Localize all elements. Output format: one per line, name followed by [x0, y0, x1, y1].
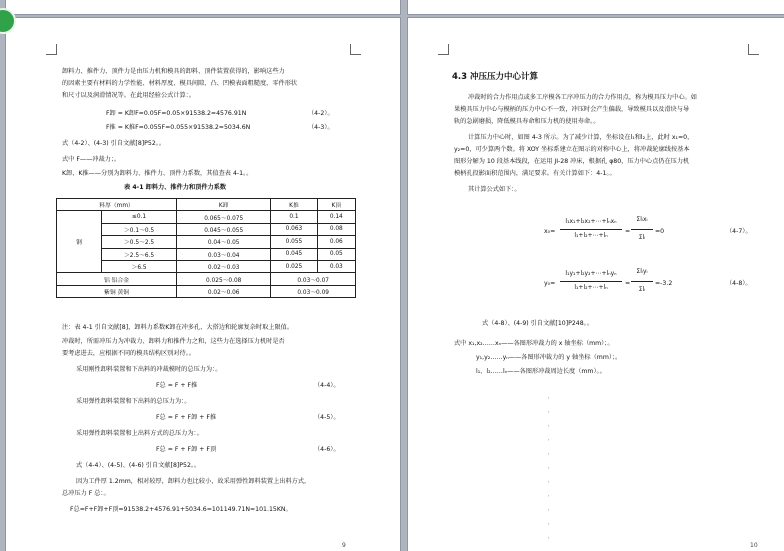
table-cell: 紫铜 黄铜 [57, 285, 177, 297]
empty-paragraph-marks: , , , , , , , , , , , [548, 394, 550, 540]
table-cell: 0.05 [317, 248, 355, 260]
page-9 [6, 18, 400, 551]
table-cell: ≤0.1 [102, 211, 177, 223]
table-cell: 0.045 [271, 248, 317, 260]
x0-sum-numerator: Σlᵢxᵢ [636, 216, 648, 223]
table-cell: 0.04～0.05 [177, 236, 271, 248]
y0-lhs: y₀= [544, 280, 556, 287]
fraction-bar [631, 281, 653, 282]
equation-number: （4-5）。 [314, 414, 340, 421]
calc-label: 其计算公式如下：。 [468, 186, 521, 193]
paragraph-line: 冲裁时的合力作用点或多工序模各工序冲压力的合力作用点，称为模具压力中心。如 [468, 94, 697, 101]
prev-page-tab-right [408, 0, 784, 14]
fraction-bar [631, 229, 653, 230]
statement-line: 采用弹性卸料装置和上出料方式的总压力为：。 [76, 430, 203, 437]
statement-line: 采用刚性卸料装置和下出料的冲裁模时的总压力为：。 [76, 366, 222, 373]
y0-numerator: l₁y₁+l₂y₂+⋯+lₙyₙ [565, 270, 617, 277]
table-cell: 0.14 [317, 211, 355, 223]
paragraph-line: 图形分解为 10 段基本线段，在运用 JI-28 冲床，根据孔 φ80，压力中心点仍在压力机 [454, 158, 690, 165]
reference-line: 式（4-4）、(4-5)、(4-6) 引自文献[8]P52。。 [76, 462, 201, 469]
where-line: K卸、K推——分别为卸料力、推件力、顶件力系数，其值查表 4-1。。 [62, 170, 253, 177]
fraction-bar [560, 281, 622, 282]
table-cell: ＞2.5～6.5 [102, 248, 177, 260]
equation-4-3: F推 = K推F=0.055F=0.055×91538.2=5034.6N [106, 124, 251, 131]
table-cell: ＞0.5～2.5 [102, 236, 177, 248]
equation-number: （4-8）。 [726, 280, 752, 287]
equation-4-2: F卸 = K卸F=0.05F=0.05×91538.2=4576.91N [106, 110, 247, 117]
table-cell: 0.02～0.06 [177, 285, 271, 297]
page-10 [408, 18, 784, 551]
table-cell: 0.055 [271, 236, 317, 248]
table-row [57, 273, 356, 285]
paragraph-line: 总冲压力 F 总：。 [62, 490, 110, 497]
where-line: 式中 F——冲裁力；。 [62, 156, 121, 163]
y0-value: =-3.2 [655, 280, 673, 287]
table-header: K推 [271, 199, 317, 211]
table-cell: 0.063 [271, 223, 317, 235]
table-cell: 0.03～0.04 [177, 248, 271, 260]
table-header: K顶 [317, 199, 355, 211]
paragraph-line: 轨的急剧磨损，降低模具寿命和压力机的使用寿命。。 [454, 118, 600, 125]
equals-sign: = [625, 280, 631, 287]
y0-denominator: l₁+l₂+⋯+lₙ [574, 284, 608, 291]
table-row [57, 211, 356, 223]
section-heading: 4.3 冲压压力中心计算 [452, 72, 539, 82]
table-cell: ＞0.1～0.5 [102, 223, 177, 235]
table-cell: 0.065～0.075 [177, 211, 271, 223]
table-cell: 0.03 [317, 260, 355, 272]
table-row [57, 260, 356, 272]
x0-denominator: l₁+l₂+⋯+lₙ [574, 232, 608, 239]
paragraph-line: 和尺寸以及润滑情况等。在此用经验公式计算：。 [62, 92, 196, 99]
table-header-row [57, 199, 356, 211]
paragraph-line: y₂=0，可少算两个数。将 XOY 坐标系建立在图示的对称中心上，将冲裁轮廓线按基本 [454, 146, 690, 153]
table-row [57, 223, 356, 235]
paragraph-line: 模柄孔投影面积范围内，满足要求。有关计算如下：4-1。。 [454, 170, 616, 177]
table-cell: 0.025 [271, 260, 317, 272]
where-line: 式中 x₁,x₂……xₙ——各图形冲裁力的 x 轴坐标（mm）；。 [454, 340, 614, 347]
table-cell: 0.025～0.08 [177, 273, 271, 285]
paragraph-line: 计算压力中心时，如图 4-3 所示。为了减少计算，坐标设在l₁和l₂上，此时 x₁=0， [468, 134, 694, 141]
table-cell: 0.045～0.055 [177, 223, 271, 235]
y0-sum-denominator: Σlᵢ [638, 286, 646, 293]
paragraph-line: 果模具压力中心与模柄的压力中心不一致，冲压时会产生偏载，导致模具以及滑块与导 [454, 106, 690, 113]
paragraph-line: 因为工件厚 1.2mm，相对较厚，卸料力也比较小，故采用弹性卸料装置上出料方式， [76, 478, 311, 485]
equation-4-5: F总 = F + F卸 + F推 [156, 414, 217, 421]
table-cell: 0.08 [317, 223, 355, 235]
paragraph-line: 冲裁时，所需冲压力为冲裁力、卸料力和推件力之和，这些力在选择压力机时是否 [62, 338, 285, 345]
statement-line: 采用弹性卸料装置和下出料的总压力为：。 [76, 398, 191, 405]
table-header: K卸 [177, 199, 271, 211]
page-number: 10 [750, 542, 758, 549]
equals-sign: = [625, 228, 631, 235]
paragraph-line: 的因素主要有材料的力学性能、材料厚度、模具间隙、凸、凹模表面粗糙度、零件形状 [62, 80, 298, 87]
equation-4-4: F总 = F + F推 [156, 382, 198, 389]
prev-page-tab-left [6, 0, 400, 14]
reference-line: 式（4-8）、(4-9) 引自文献[10]P248。。 [482, 320, 593, 327]
table-title: 表 4-1 卸料力、推件力和顶件力系数 [124, 184, 227, 191]
x0-numerator: l₁x₁+l₂x₂+⋯+lₙxₙ [565, 218, 617, 225]
where-line: l₁、l₂……lₙ——各图形冲裁周边长度（mm）。。 [476, 368, 606, 375]
table-cell: 0.02～0.03 [177, 260, 271, 272]
paragraph-line: 要考虑进去，应根据不同的模具结构区别对待。。 [62, 350, 196, 357]
table-note: 注：表 4-1 引自文献[8]，卸料力系数K卸在冲多孔、大搭边和轮廓复杂时取上限值。 [62, 324, 294, 331]
crop-mark [438, 44, 449, 55]
crop-mark [46, 44, 57, 55]
table-cell: ＞6.5 [102, 260, 177, 272]
equation-number: （4-7）。 [726, 228, 752, 235]
equation-number: （4-6）。 [314, 446, 340, 453]
page-number: 9 [342, 542, 346, 549]
equation-number: （4-4）。 [314, 382, 340, 389]
total-force-equation: F总=F+F卸+F顶=91538.2+4576.91+5034.6=101149.71N≈101.15KN。 [70, 506, 292, 513]
table-row [57, 248, 356, 260]
where-line: y₁,y₂……yₙ——各图形冲裁力的 y 轴坐标（mm）；。 [476, 354, 622, 361]
paragraph-line: 卸料力、推件力、顶件力是由压力机和模具的卸料、顶件装置获得的，影响这些力 [62, 68, 285, 75]
table-cell: 钢 [57, 211, 102, 273]
crop-mark [748, 44, 759, 55]
table-cell: 0.06 [317, 236, 355, 248]
table-cell: 0.1 [271, 211, 317, 223]
table-row [57, 236, 356, 248]
x0-sum-denominator: Σlᵢ [638, 234, 646, 241]
fraction-bar [560, 229, 622, 230]
x0-lhs: x₀= [544, 228, 556, 235]
reference-line: 式（4-2）、(4-3) 引自文献[8]P52。。 [62, 140, 166, 147]
table-cell: 0.03～0.07 [271, 273, 356, 285]
x0-value: =0 [655, 228, 665, 235]
equation-number: （4-3）。 [308, 124, 334, 131]
crop-mark [350, 44, 361, 55]
table-cell: 0.03～0.09 [271, 285, 356, 297]
equation-number: （4-2）。 [308, 110, 334, 117]
table-row [57, 285, 356, 297]
table-cell: 铝 铝合金 [57, 273, 177, 285]
table-header: 料厚（mm） [57, 199, 177, 211]
coefficient-table [56, 198, 356, 298]
equation-4-6: F总 = F + F卸 + F顶 [156, 446, 217, 453]
y0-sum-numerator: Σlᵢyᵢ [636, 268, 648, 275]
